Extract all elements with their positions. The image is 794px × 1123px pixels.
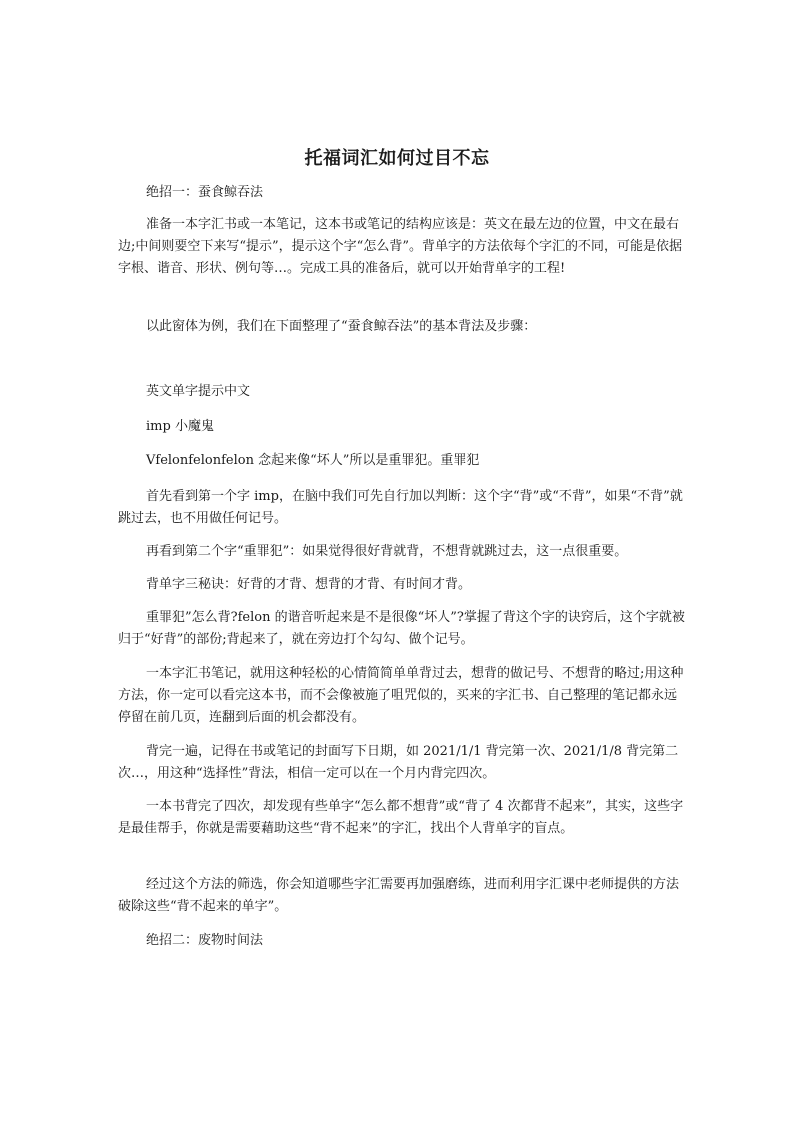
paragraph-step-2: 再看到第二个字“重罪犯”：如果觉得很好背就背，不想背就跳过去，这一点很重要。: [146, 544, 628, 559]
table-header-row: 英文单字提示中文: [146, 384, 251, 399]
section-heading-2: 绝招二：废物时间法: [146, 933, 264, 948]
paragraph-dates: 背完一遍，记得在书或笔记的封面写下日期，如 2021/1/1 背完第一次、2021/1/8 背完第二次…，用这种“选择性”背法，相信一定可以在一个月内背完四次。: [118, 744, 679, 781]
paragraph-three-secrets: 背单字三秘诀：好背的才背、想背的才背、有时间才背。: [146, 577, 472, 592]
paragraph-example-intro: 以此窗体为例，我们在下面整理了“蚕食鲸吞法”的基本背法及步骤：: [146, 319, 537, 334]
paragraph-filtering: 经过这个方法的筛选，你会知道哪些字汇需要再加强磨练，进而利用字汇课中老师提供的方法破除这些“背不起来的单字”。: [118, 877, 680, 914]
paragraph-intro: 准备一本字汇书或一本笔记，这本书或笔记的结构应该是：英文在最左边的位置，中文在最右边;中间则要空下来写“提示”，提示这个字“怎么背”。背单字的方法依每个字汇的不同，可能是依据字根、谐音、形状、例句等…。完成工具的准备后，就可以开始背单字的工程!: [118, 217, 682, 276]
document-title: 托福词汇如何过目不忘: [304, 148, 490, 169]
example-row-felon: Vfelonfelonfelon 念起来像“坏人”所以是重罪犯。重罪犯: [146, 453, 480, 468]
section-heading-1: 绝招一：蚕食鲸吞法: [146, 185, 264, 200]
example-row-imp: imp 小魔鬼: [146, 419, 214, 434]
paragraph-hard-words: 一本书背完了四次，却发现有些单字“怎么都不想背”或“背了 4 次都背不起来”，其实，这些字是最佳帮手，你就是需要藉助这些“背不起来”的字汇，找出个人背单字的盲点。: [118, 799, 684, 836]
paragraph-felon-explained: 重罪犯”怎么背?felon 的谐音听起来是不是很像“坏人”?掌握了背这个字的诀窍后，这个字就被归于“好背”的部份;背起来了，就在旁边打个勾勾、做个记号。: [118, 610, 685, 647]
paragraph-method: 一本字汇书笔记，就用这种轻松的心情简简单单背过去，想背的做记号、不想背的略过;用这种方法，你一定可以看完这本书，而不会像被施了咀咒似的，买来的字汇书、自己整理的笔记都永远停留在前几页，连翻到后面的机会都没有。: [118, 666, 684, 725]
paragraph-step-1: 首先看到第一个字 imp，在脑中我们可先自行加以判断：这个字“背”或“不背”，如果“不背”就跳过去，也不用做任何记号。: [118, 489, 683, 526]
